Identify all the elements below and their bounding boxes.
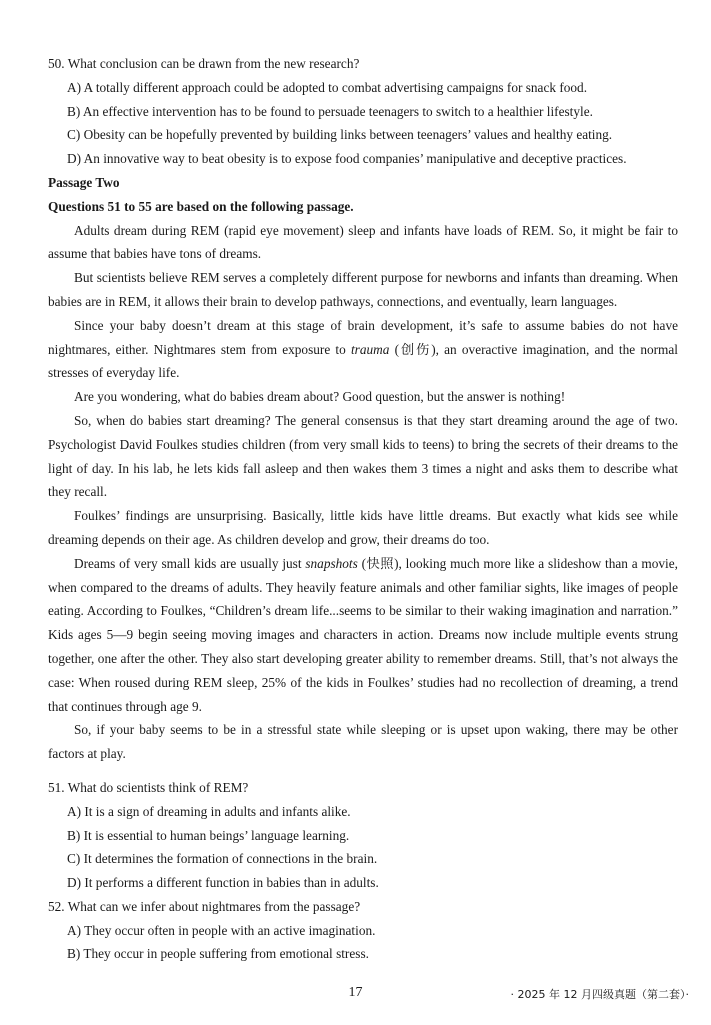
q50-option-b: B) An effective intervention has to be found to persuade teenagers to switch to a healthier lifestyle. (67, 103, 593, 119)
paragraph-2: But scientists believe REM serves a completely different purpose for newborns and infants than dreaming. When babies are in REM, it allows their brain to develop pathways, connections, and eventually, learn languages. (48, 270, 678, 309)
paragraph-7-text-b: (快照), looking much more like a slideshow than a movie, when compared to the dreams of adults. They heavily feature animals and other familiar sights, like images of people eating. According to Foulkes, “Children’s dream life...seems to be similar to their waking imagination and narration.” Kids ages 5—9 begin seeing moving images and characters in action. Dreams now include multiple events strung together, one after the other. They also start developing greater ability to remember dreams. Still, that’s not always the case: When roused during REM sleep, 25% of the kids in Foulkes’ studies had no recollection of dreaming, a trend that continues through age 9. (48, 555, 678, 714)
q50-option-d: D) An innovative way to beat obesity is to expose food companies’ manipulative and deceptive practices. (67, 151, 627, 167)
page-number: 17 (348, 985, 363, 1000)
question-50: 50. What conclusion can be drawn from the new research? (48, 56, 360, 71)
q51-option-d: D) It performs a different function in babies than in adults. (67, 875, 379, 891)
passage-title: Passage Two (48, 174, 120, 190)
paragraph-7-text-a: Dreams of very small kids are usually just (74, 555, 306, 571)
q52-option-a: A) They occur often in people with an active imagination. (67, 922, 376, 938)
q51-option-b: B) It is essential to human beings’ language learning. (67, 827, 350, 843)
q50-option-a: A) A totally different approach could be adopted to combat advertising campaigns for snack food. (67, 79, 588, 95)
paragraph-5: So, when do babies start dreaming? The general consensus is that they start dreaming around the age of two. Psychologist David Foulkes studies children (from very small kids to teens) to bring the secrets of their dreams to the light of day. In his lab, he lets kids fall asleep and then wakes them 3 times a night and asks them to describe what they recall. (48, 412, 678, 500)
term-trauma: trauma (350, 341, 390, 357)
paragraph-3-text-a: Since your baby doesn’t dream at this stage of brain development, it’s safe to assume babies do not have nightmares, either. Nightmares stem from exposure to (48, 317, 678, 357)
q52-option-b: B) They occur in people suffering from emotional stress. (67, 946, 369, 962)
paragraph-3-text-b: (创伤), an overactive imagination, and the normal stresses of everyday life. (48, 341, 678, 381)
question-52: 52. What can we infer about nightmares from the passage? (48, 898, 361, 914)
question-51: 51. What do scientists think of REM? (48, 779, 249, 795)
paragraph-8: So, if your baby seems to be in a stressful state while sleeping or is upset upon waking, there may be other factors at play. (48, 722, 678, 762)
q51-option-c: C) It determines the formation of connections in the brain. (67, 851, 378, 867)
q51-option-a: A) It is a sign of dreaming in adults and infants alike. (67, 803, 351, 819)
document-page (48, 52, 678, 966)
paragraph-4: Are you wondering, what do babies dream about? Good question, but the answer is nothing! (74, 389, 566, 405)
paragraph-6: Foulkes’ findings are unsurprising. Basically, little kids have little dreams. But exactly what kids see while dreaming depends on their age. As children develop and grow, their dreams do too. (48, 508, 678, 547)
exam-label: · 2025 年 12 月四级真题（第二套）· (510, 988, 689, 1001)
passage-subtitle: Questions 51 to 55 are based on the following passage. (48, 198, 354, 214)
paragraph-1: Adults dream during REM (rapid eye movement) sleep and infants have loads of REM. So, it might be fair to assume that babies have tons of dreams. (48, 222, 678, 262)
paragraph-3 (48, 314, 678, 385)
q50-option-c: C) Obesity can be hopefully prevented by building links between teenagers’ values and healthy eating. (67, 127, 613, 143)
term-snapshots: snapshots (305, 555, 358, 571)
paragraph-7 (48, 552, 678, 719)
